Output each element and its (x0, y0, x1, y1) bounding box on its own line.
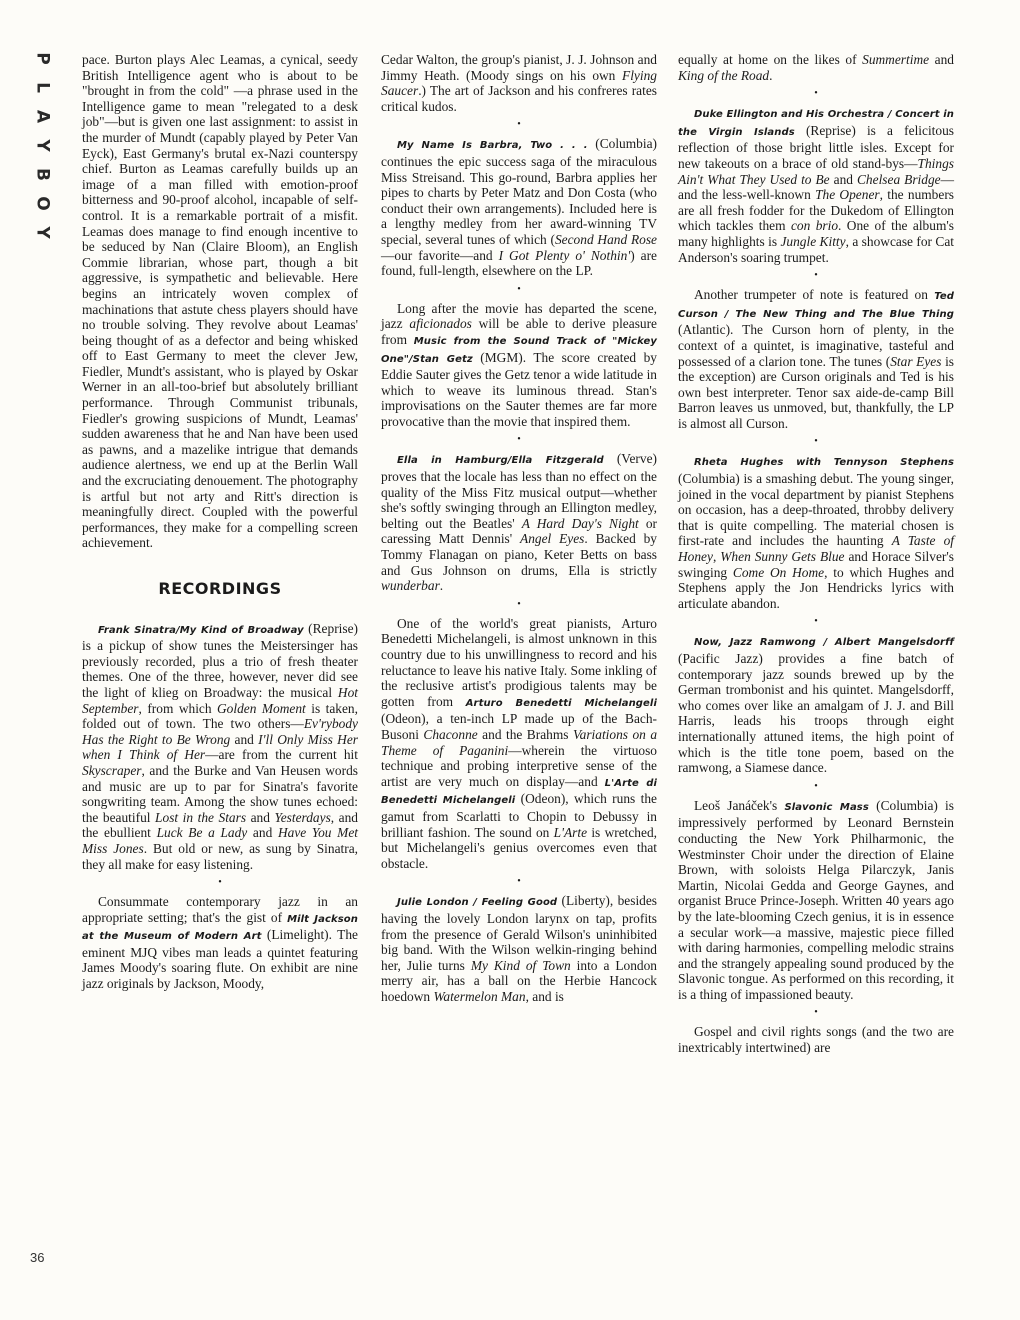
review-getz: Long after the movie has departed the scene, jazz aficionados will be able to derive pleasure from Music from the Sound Track of "Mickey One"/Stan Getz (MGM). The score created by Eddie Sauter gives the Getz tenor a wide latitude in which to weave its luminous thread. Stan's improvisations on the Sauter themes are far more provocative than the movie that inspired them. (381, 300, 658, 429)
column-3 (678, 52, 954, 1270)
album-title: Music from the Sound Track of "Mickey One"/Stan Getz (381, 335, 657, 365)
bullet-separator: • (517, 434, 521, 446)
bullet-separator: • (517, 598, 521, 610)
review-ellington: Duke Ellington and His Orchestra / Concert in the Virgin Islands (Reprise) is a felicitous reflection of those bright little isles. Except for new takeouts on a brace of old stand-bys—Things Ain't What They Used to Be and Chelsea Bridge—and the less-well-known The Opener, the numbers are all fresh fodder for the Dukedom of Ellington which tackles them con brio. One of the album's many highlights is Jungle Kitty, a showcase for Cat Anderson's soaring trumpet. (678, 109, 955, 265)
review-mjq-continued: Cedar Walton, the group's pianist, J. J. Johnson and Jimmy Heath. (Moody sings on his own Flying Saucer.) The art of Jackson and his confreres rates critical kudos. (381, 52, 657, 114)
review-barbra: My Name Is Barbra, Two . . . (Columbia) continues the epic success saga of the miraculous Miss Streisand. This go-round, Barbra applies her pipes to charts by Peter Matz and Don Costa (who conduct their own arrangements). Included here is a lengthy medley from her award-winning TV special, several tunes of which (Second Hand Rose—our favorite—and I Got Plenty o' Nothin') are found, full-length, elsewhere on the LP. (381, 136, 657, 279)
film-review-paragraph: pace. Burton plays Alec Leamas, a cynical, seedy British Intelligence agent who is about to be "brought in from the cold" —a phrase used in the Intelligence game to mean "relegated to a desk job"—but is given one last assignment: to assist in the murder of Mundt (capably played by Peter Van Eyck), East Germany's brutal ex-Nazi counterspy chief. Burton as Leamas carefully builds up an image of a man filled with emotion-proof bitterness and 90-proof alcohol, incapable of self-control. It is a remarkable portrait of a misfit. Leamas does manage to find enough incentive to be seduced by Nan (Claire Bloom), an English Commie librarian, whose part, though a bit aggressive, is sympathetic and believable. Here begins an intricately woven complex of machinations that astute chess players should have no trouble solving. They revolve about Leamas' being thought of as a defector and being whisked off to East Germany to meet the clever Jew, Fiedler, Mundt's assistant, who is played by Oskar Werner in an all-too-brief but absolutely brilliant performance. Through Communist tribunals, Fiedler's growing suspicions of Mundt, Leamas' sudden awareness that he and Nan have been used as pawns, and a mazelike intrigue that demands audience alertness, we end up at the Berlin Wall and the excruciating denouement. The photography is artful but not arty and Ritt's direction is meaningfully direct. Coupled with the powerful performances, they make for a compelling screen achievement. (82, 52, 358, 551)
album-title: Julie London / Feeling Good (397, 897, 558, 909)
album-title: Ella in Hamburg/Ella Fitzgerald (397, 455, 604, 467)
review-gospel: Gospel and civil rights songs (and the two are inextricably intertwined) are (678, 1024, 954, 1056)
bullet-separator: • (814, 436, 818, 448)
magazine-letter: L (32, 82, 53, 93)
album-title: Milt Jackson at the Museum of Modern Art (82, 913, 358, 943)
album-title: My Name Is Barbra, Two . . . (397, 140, 588, 152)
album-title: Ted Curson / The New Thing and The Blue Thing (678, 291, 954, 320)
bullet-separator: • (814, 1007, 818, 1019)
review-curson: Another trumpeter of note is featured on Ted Curson / The New Thing and The Blue Thing (Atlantic). The Curson horn of plenty, in the context of a quintet, is imaginative, tasteful and possessed of a clarion tone. The tunes (Star Eyes is the exception) are Curson originals and Ted is his own best interpreter. Tenor sax aide-de-camp Bill Barron leaves us unmoved, but, thankfully, the LP is almost all Curson. (678, 287, 954, 431)
bullet-separator: • (517, 876, 521, 888)
review-julie-continued: equally at home on the likes of Summertime and King of the Road. (678, 52, 954, 83)
magazine-letter: A (32, 109, 53, 124)
page-number: 36 (30, 1250, 45, 1265)
album-title: Frank Sinatra/My Kind of Broadway (98, 624, 304, 636)
magazine-letter: B (32, 168, 53, 181)
review-rheta-hughes: Rheta Hughes with Tennyson Stephens (Columbia) is a smashing debut. The young singer, joined in the vocal department by pianist Stephens on occasion, has a deep-throated, throbby delivery that is quite compelling. The material chosen is first-rate and includes the haunting A Taste of Honey, When Sunny Gets Blue and Horace Silver's swinging Come On Home, to which Hughes and Stephens apply the Jon Hendricks lyrics with articulate abandon. (678, 457, 955, 611)
album-title: Arturo Benedetti Michelangeli (465, 697, 657, 709)
review-ella: Ella in Hamburg/Ella Fitzgerald (Verve) proves that the locale has less than no effect on the quality of the Miss Fitz musical output—whether she's softly swinging through an Ellington medley, belting out the Beatles' A Hard Day's Night or caressing Matt Dennis' Angel Eyes. Backed by Tommy Flanagan on piano, Keter Betts on bass and Gus Johnson on drums, Ella is strictly wunderbar. (381, 451, 658, 594)
bullet-separator: • (517, 119, 521, 131)
column-2 (381, 52, 657, 1270)
magazine-letter: P (32, 52, 53, 65)
bullet-separator: • (814, 88, 818, 100)
review-mangelsdorff: Now, Jazz Ramwong / Albert Mangelsdorff (Pacific Jazz) provides a fine batch of contemporary jazz sounds brewed up by the German trombonist and his quintet. Mangelsdorff, who comes over like an amalgam of J. J. and Bill Harris, leads his troops through eight internationally attuned items, the high point of which is the title tone poem, based on the ramwong, a Siamese dance. (678, 637, 954, 776)
bullet-separator: • (814, 616, 818, 628)
album-title: L'Arte di Benedetti Michelangeli (381, 777, 657, 807)
review-janacek: Leoš Janáček's Slavonic Mass (Columbia) is impressively performed by Leonard Bernstein conducting the New York Philharmonic, the Westminster Choir under the direction of Elaine Brown, with soloists Helga Pilarczyk, Janis Martin, Nicolai Gedda and George Gaynes, and organist Bruce Prince-Joseph. Written 40 years ago by the late-blooming Czech genius, it is in essence a secular work—a massive, majestic piece filled with daring harmonies, compelling melodic strains and the strangely appealing sound produced by the Slavonic tongue. As performed on this recording, it is a thing of impassioned beauty. (678, 797, 954, 1002)
bullet-separator: • (814, 270, 818, 282)
album-title: Rheta Hughes with Tennyson Stephens (694, 457, 954, 469)
magazine-vertical-title (30, 44, 54, 247)
bullet-separator: • (218, 877, 222, 889)
magazine-letter: O (32, 196, 53, 211)
magazine-letter: Y (32, 226, 53, 239)
review-sinatra: Frank Sinatra/My Kind of Broadway (Reprise) is a pickup of show tunes the Meistersinger has previously recorded, plus a trio of fresh theater themes. One of the three, however, never did see the light of klieg on Broadway: the musical Hot September, from which Golden Moment is taken, folded out of town. The two others—Ev'rybody Has the Right to Be Wrong and I'll Only Miss Her when I Think of Her—are from the current hit Skyscraper, and the Burke and Van Heusen words and music are up to par for Sinatra's favorite songwriting team. Among the show tunes echoed: the beautiful Lost in the Stars and Yesterdays, and the ebullient Luck Be a Lady and Have You Met Miss Jones. But old or new, as sung by Sinatra, they all make for easy listening. (82, 620, 359, 872)
section-heading: RECORDINGS (158, 579, 282, 598)
bullet-separator: • (517, 283, 521, 295)
album-title: Now, Jazz Ramwong / Albert Mangelsdorff (694, 637, 954, 649)
bullet-separator: • (814, 780, 818, 792)
review-michelangeli: One of the world's great pianists, Arturo Benedetti Michelangeli, is almost unknown in this country due to his unwillingness to record and his reluctance to leave his native Italy. Some inkling of the reclusive artist's prodigious talents may be gotten from Arturo Benedetti Michelangeli (Odeon), a ten-inch LP made up of the Bach-Busoni Chaconne and the Brahms Variations on a Theme of Paganini—wherein the virtuoso technique and probing interpretive sense of the artist are very much on display—and L'Arte di Benedetti Michelangeli (Odeon), which runs the gamut from Scarlatti to Chopin to Debussy in brilliant fashion. The sound on L'Arte is wretched, but Michelangeli's genius overcomes even that obstacle. (381, 615, 658, 871)
magazine-letter: Y (32, 139, 53, 152)
review-julie-london: Julie London / Feeling Good (Liberty), besides having the lovely London larynx on tap, profits from the presence of Gerald Wilson's uninhibited big band. With the Wilson welkin-ringing behind her, Julie turns My Kind of Town into a London merry air, has a ball on the Herbie Hancock hoedown Watermelon Man, and is (381, 893, 658, 1004)
column-1 (82, 52, 358, 1270)
album-title: Duke Ellington and His Orchestra / Concert in the Virgin Islands (678, 109, 954, 138)
review-mjq: Consummate contemporary jazz in an appropriate setting; that's the gist of Milt Jackson at the Museum of Modern Art (Limelight). The eminent MJQ vibes man leads a quintet featuring James Moody's soaring flute. On exhibit are nine jazz originals by Jackson, Moody, (82, 894, 358, 992)
album-title: Slavonic Mass (784, 801, 869, 813)
